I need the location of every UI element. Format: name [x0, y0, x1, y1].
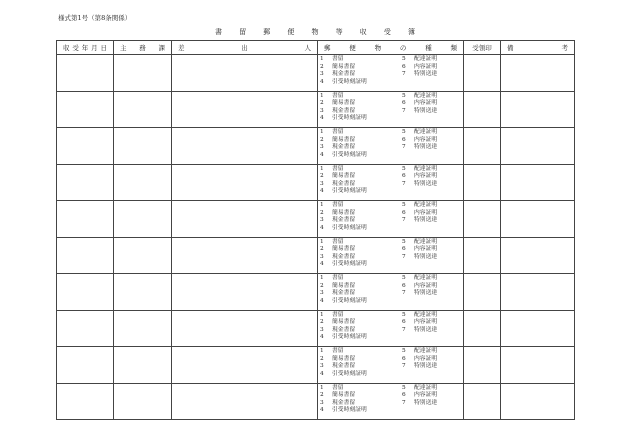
mail-kind-label: 特別送達 [414, 290, 438, 297]
mail-kind-number: 1 [320, 92, 324, 99]
column-header-char: の [399, 44, 407, 52]
mail-kind-label: 書留 [332, 384, 344, 391]
mail-kind-number: 7 [402, 144, 406, 151]
mail-kind-number: 1 [320, 311, 324, 318]
mail-kind-label: 内容証明 [414, 209, 438, 216]
received-date-cell[interactable] [57, 91, 114, 128]
mail-kind-cell [318, 347, 464, 384]
mail-kind-number: 5 [402, 92, 406, 99]
mail-kind-number: 3 [320, 71, 324, 78]
mail-kind-label: 簡易書留 [332, 355, 356, 362]
mail-kind-number: 4 [320, 188, 324, 195]
column-header-char: 務 [139, 44, 146, 52]
mail-kind-label: 現金書留 [332, 326, 356, 333]
remarks-cell[interactable] [501, 274, 575, 311]
mail-kind-label: 特別送達 [414, 399, 438, 406]
mail-kind-number: 3 [320, 180, 324, 187]
table-row [57, 383, 575, 420]
column-header-char: 年 [81, 44, 89, 52]
column-header-char: 考 [561, 44, 568, 52]
table-row [57, 55, 575, 92]
mail-kind-number: 2 [320, 63, 324, 70]
mail-kind-number: 1 [320, 238, 324, 245]
mail-kind-label: 簡易書留 [332, 246, 356, 253]
mail-kind-number: 7 [402, 326, 406, 333]
mail-kind-number: 7 [402, 290, 406, 297]
mail-kind-label: 簡易書留 [332, 173, 356, 180]
mail-kind-number: 6 [402, 173, 406, 180]
mail-kind-number: 4 [320, 297, 324, 304]
mail-kind-number: 7 [402, 217, 406, 224]
column-header-char: 備 [507, 44, 514, 52]
sender-cell[interactable] [172, 164, 318, 201]
mail-kind-label: 引受時刻証明 [332, 188, 367, 195]
mail-kind-label: 引受時刻証明 [332, 78, 367, 85]
mail-kind-number: 7 [402, 180, 406, 187]
column-header-char: 差 [178, 44, 185, 52]
mail-kind-label: 配達証明 [414, 384, 438, 391]
mail-kind-number: 6 [402, 136, 406, 143]
seal-cell[interactable] [464, 55, 501, 92]
sender-cell[interactable] [172, 201, 318, 238]
mail-kind-label: 内容証明 [414, 246, 438, 253]
mail-kind-number: 4 [320, 334, 324, 341]
mail-kind-number: 7 [402, 253, 406, 260]
mail-kind-label: 現金書留 [332, 363, 356, 370]
sender-cell[interactable] [172, 383, 318, 420]
seal-cell[interactable] [464, 164, 501, 201]
mail-kind-label: 配達証明 [414, 238, 438, 245]
mail-kind-label: 書留 [332, 348, 344, 354]
mail-kind-number: 1 [320, 275, 324, 281]
mail-kind-label: 書留 [332, 56, 344, 62]
table-row [57, 310, 575, 347]
column-header-char: 収 [63, 44, 70, 52]
mail-kind-options [318, 165, 463, 196]
mail-kind-label: 配達証明 [414, 275, 438, 281]
mail-kind-label: 引受時刻証明 [332, 115, 367, 122]
column-header-char: 人 [304, 44, 311, 52]
mail-kind-cell [318, 128, 464, 165]
mail-kind-label: 配達証明 [414, 129, 438, 135]
department-cell[interactable] [114, 128, 172, 165]
received-date-cell[interactable] [57, 237, 114, 274]
mail-kind-label: 簡易書留 [332, 392, 356, 399]
column-header-char: 便 [349, 44, 356, 52]
mail-kind-number: 6 [402, 392, 406, 399]
remarks-cell[interactable] [501, 128, 575, 165]
mail-kind-label: 書留 [332, 275, 344, 281]
column-header-char: 主 [120, 44, 127, 52]
seal-cell[interactable] [464, 310, 501, 347]
mail-kind-number: 5 [402, 238, 406, 245]
mail-kind-options [318, 274, 463, 305]
mail-kind-number: 2 [320, 173, 324, 180]
title-char: 等 [335, 28, 343, 36]
mail-kind-number: 2 [320, 136, 324, 143]
column-header-seal [464, 41, 501, 55]
mail-kind-number: 3 [320, 290, 324, 297]
mail-kind-number: 1 [320, 384, 324, 391]
column-header-char: 領 [478, 44, 486, 52]
column-header-remarks [501, 41, 575, 55]
mail-kind-number: 5 [402, 384, 406, 391]
seal-cell[interactable] [464, 237, 501, 274]
mail-kind-cell [318, 237, 464, 274]
mail-kind-options [318, 128, 463, 159]
mail-kind-label: 内容証明 [414, 136, 438, 143]
remarks-cell[interactable] [501, 164, 575, 201]
mail-kind-number: 3 [320, 399, 324, 406]
sender-cell[interactable] [172, 128, 318, 165]
table-row [57, 164, 575, 201]
mail-kind-label: 現金書留 [332, 253, 356, 260]
title-char: 受 [383, 28, 391, 36]
mail-kind-number: 3 [320, 107, 324, 114]
mail-kind-label: 現金書留 [332, 107, 356, 114]
department-cell[interactable] [114, 383, 172, 420]
remarks-cell[interactable] [501, 310, 575, 347]
mail-kind-number: 2 [320, 100, 324, 107]
mail-kind-label: 引受時刻証明 [332, 370, 367, 377]
column-header-char: 類 [450, 44, 457, 52]
column-header-sender [172, 41, 318, 55]
mail-kind-label: 特別送達 [414, 180, 438, 187]
mail-kind-label: 内容証明 [414, 282, 438, 289]
mail-kind-label: 書留 [332, 238, 344, 245]
seal-cell[interactable] [464, 383, 501, 420]
mail-kind-number: 7 [402, 363, 406, 370]
mail-kind-label: 簡易書留 [332, 100, 356, 107]
mail-kind-number: 3 [320, 326, 324, 333]
seal-cell[interactable] [464, 274, 501, 311]
mail-kind-label: 特別送達 [414, 107, 438, 114]
remarks-cell[interactable] [501, 201, 575, 238]
department-cell[interactable] [114, 201, 172, 238]
mail-kind-label: 配達証明 [414, 56, 438, 62]
title-char: 物 [311, 28, 319, 36]
table-row [57, 201, 575, 238]
column-header-char: 出 [241, 44, 248, 52]
remarks-cell[interactable] [501, 347, 575, 384]
mail-kind-label: 特別送達 [414, 363, 438, 370]
mail-kind-number: 2 [320, 209, 324, 216]
mail-kind-cell [318, 164, 464, 201]
mail-kind-cell [318, 274, 464, 311]
mail-kind-options [318, 384, 463, 415]
column-header-char: 月 [91, 44, 98, 52]
mail-kind-label: 内容証明 [414, 319, 438, 326]
mail-kind-label: 書留 [332, 165, 344, 172]
mail-kind-number: 5 [402, 275, 406, 281]
mail-kind-number: 3 [320, 144, 324, 151]
title-char: 郵 [263, 28, 271, 36]
remarks-cell[interactable] [501, 237, 575, 274]
mail-kind-label: 現金書留 [332, 144, 356, 151]
mail-kind-label: 特別送達 [414, 144, 438, 151]
mail-kind-number: 6 [402, 246, 406, 253]
department-cell[interactable] [114, 310, 172, 347]
mail-kind-label: 配達証明 [414, 348, 438, 354]
table-row [57, 128, 575, 165]
mail-kind-number: 7 [402, 399, 406, 406]
mail-kind-cell [318, 201, 464, 238]
mail-kind-label: 内容証明 [414, 63, 438, 70]
seal-cell[interactable] [464, 201, 501, 238]
received-date-cell[interactable] [57, 383, 114, 420]
mail-kind-label: 現金書留 [332, 180, 356, 187]
column-header-char: 郵 [324, 44, 331, 52]
mail-kind-label: 簡易書留 [332, 136, 356, 143]
department-cell[interactable] [114, 274, 172, 311]
mail-kind-label: 現金書留 [332, 399, 356, 406]
mail-kind-label: 引受時刻証明 [332, 261, 367, 268]
header-row [57, 41, 575, 55]
mail-kind-label: 引受時刻証明 [332, 151, 367, 158]
registered-mail-register-table [56, 40, 575, 420]
mail-kind-number: 3 [320, 253, 324, 260]
table-row [57, 91, 575, 128]
mail-kind-label: 現金書留 [332, 71, 356, 78]
received-date-cell[interactable] [57, 128, 114, 165]
mail-kind-label: 特別送達 [414, 71, 438, 78]
title-char: 書 [215, 28, 222, 36]
column-header-kind [318, 41, 464, 55]
column-header-department [114, 41, 172, 55]
mail-kind-number: 4 [320, 151, 324, 158]
mail-kind-number: 4 [320, 78, 324, 85]
seal-cell[interactable] [464, 128, 501, 165]
mail-kind-number: 6 [402, 282, 406, 289]
department-cell[interactable] [114, 55, 172, 92]
column-header-char: 受 [72, 44, 79, 52]
mail-kind-label: 書留 [332, 92, 344, 99]
mail-kind-number: 5 [402, 311, 406, 318]
received-date-cell[interactable] [57, 55, 114, 92]
remarks-cell[interactable] [501, 91, 575, 128]
mail-kind-number: 6 [402, 63, 406, 70]
mail-kind-number: 6 [402, 319, 406, 326]
department-cell[interactable] [114, 347, 172, 384]
mail-kind-number: 2 [320, 282, 324, 289]
sender-cell[interactable] [172, 55, 318, 92]
mail-kind-number: 5 [402, 165, 406, 172]
mail-kind-label: 引受時刻証明 [332, 407, 367, 414]
mail-kind-label: 書留 [332, 311, 344, 318]
column-header-char: 物 [374, 44, 382, 52]
mail-kind-label: 配達証明 [414, 202, 438, 208]
register-title [215, 27, 415, 37]
mail-kind-label: 簡易書留 [332, 63, 356, 70]
mail-kind-number: 7 [402, 107, 406, 114]
mail-kind-number: 5 [402, 56, 406, 62]
mail-kind-number: 3 [320, 217, 324, 224]
sender-cell[interactable] [172, 347, 318, 384]
mail-kind-number: 4 [320, 224, 324, 231]
column-header-char: 課 [158, 44, 165, 52]
department-cell[interactable] [114, 91, 172, 128]
mail-kind-number: 7 [402, 71, 406, 78]
mail-kind-cell [318, 310, 464, 347]
mail-kind-number: 1 [320, 202, 324, 208]
received-date-cell[interactable] [57, 310, 114, 347]
mail-kind-number: 3 [320, 363, 324, 370]
sender-cell[interactable] [172, 274, 318, 311]
table-row [57, 237, 575, 274]
mail-kind-label: 書留 [332, 129, 344, 135]
seal-cell[interactable] [464, 91, 501, 128]
mail-kind-cell [318, 91, 464, 128]
mail-kind-options [318, 55, 463, 86]
column-header-char: 印 [485, 44, 492, 52]
mail-kind-label: 引受時刻証明 [332, 334, 367, 341]
mail-kind-number: 2 [320, 319, 324, 326]
mail-kind-number: 4 [320, 407, 324, 414]
received-date-cell[interactable] [57, 164, 114, 201]
mail-kind-label: 内容証明 [414, 173, 438, 180]
mail-kind-options [318, 347, 463, 378]
received-date-cell[interactable] [57, 347, 114, 384]
column-header-char: 日 [100, 44, 107, 52]
column-header-received-date [57, 41, 114, 55]
mail-kind-number: 1 [320, 348, 324, 354]
mail-kind-label: 内容証明 [414, 100, 438, 107]
mail-kind-number: 6 [402, 355, 406, 362]
sender-cell[interactable] [172, 237, 318, 274]
mail-kind-options [318, 238, 463, 269]
remarks-cell[interactable] [501, 383, 575, 420]
department-cell[interactable] [114, 237, 172, 274]
mail-kind-number: 1 [320, 56, 324, 62]
sender-cell[interactable] [172, 310, 318, 347]
column-header-char: 受 [472, 44, 479, 52]
mail-kind-number: 4 [320, 370, 324, 377]
form-number-label: 様式第1号（第8条関係） [58, 14, 132, 22]
sender-cell[interactable] [172, 91, 318, 128]
mail-kind-label: 引受時刻証明 [332, 224, 367, 231]
mail-kind-number: 2 [320, 355, 324, 362]
mail-kind-number: 5 [402, 348, 406, 354]
mail-kind-cell [318, 383, 464, 420]
mail-kind-number: 1 [320, 129, 324, 135]
received-date-cell[interactable] [57, 274, 114, 311]
mail-kind-number: 2 [320, 246, 324, 253]
mail-kind-number: 4 [320, 115, 324, 122]
mail-kind-label: 引受時刻証明 [332, 297, 367, 304]
mail-kind-label: 書留 [332, 202, 344, 208]
table-row [57, 274, 575, 311]
mail-kind-label: 簡易書留 [332, 209, 356, 216]
mail-kind-number: 1 [320, 165, 324, 172]
table-row [57, 347, 575, 384]
title-char: 簿 [408, 28, 415, 36]
mail-kind-options [318, 201, 463, 232]
mail-kind-label: 簡易書留 [332, 282, 356, 289]
mail-kind-label: 特別送達 [414, 217, 438, 224]
title-char: 便 [287, 28, 295, 36]
seal-cell[interactable] [464, 347, 501, 384]
column-header-char: 種 [425, 44, 432, 52]
received-date-cell[interactable] [57, 201, 114, 238]
mail-kind-number: 6 [402, 209, 406, 216]
department-cell[interactable] [114, 164, 172, 201]
title-char: 収 [359, 28, 367, 36]
mail-kind-number: 5 [402, 202, 406, 208]
mail-kind-label: 内容証明 [414, 355, 438, 362]
mail-kind-number: 6 [402, 100, 406, 107]
mail-kind-number: 5 [402, 129, 406, 135]
title-char: 留 [239, 28, 247, 36]
mail-kind-label: 簡易書留 [332, 319, 356, 326]
mail-kind-label: 現金書留 [332, 290, 356, 297]
mail-kind-label: 配達証明 [414, 311, 438, 318]
mail-kind-label: 特別送達 [414, 253, 438, 260]
mail-kind-label: 特別送達 [414, 326, 438, 333]
remarks-cell[interactable] [501, 55, 575, 92]
mail-kind-label: 内容証明 [414, 392, 438, 399]
mail-kind-label: 現金書留 [332, 217, 356, 224]
mail-kind-label: 配達証明 [414, 165, 438, 172]
mail-kind-number: 2 [320, 392, 324, 399]
mail-kind-options [318, 311, 463, 342]
mail-kind-number: 4 [320, 261, 324, 268]
mail-kind-options [318, 92, 463, 123]
mail-kind-label: 配達証明 [414, 92, 438, 99]
mail-kind-cell [318, 55, 464, 92]
